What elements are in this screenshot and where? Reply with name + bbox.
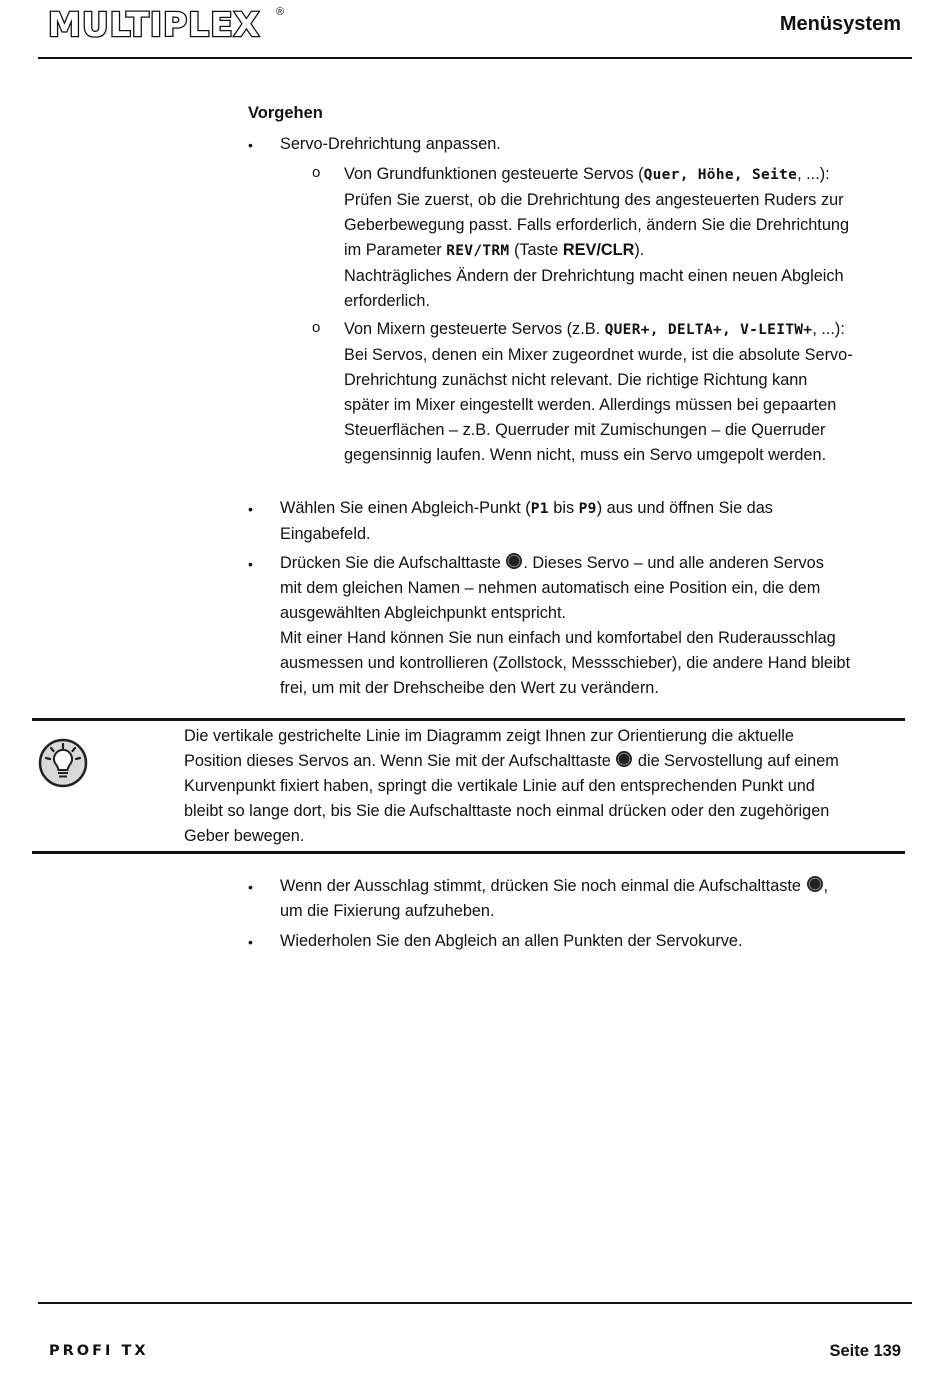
tip-line-5: Geber bewegen.	[184, 827, 305, 845]
multiplex-logo: MULTIPLEX	[48, 5, 261, 44]
sub-item-1-line-2: Prüfen Sie zuerst, ob die Drehrichtung des angesteuerten Ruders zur	[344, 191, 844, 209]
bullet-marker: •	[248, 934, 253, 950]
tip-line-3: Kurvenpunkt fixiert haben, springt die vertikale Linie auf den entsprechenden Punkt und	[184, 777, 815, 795]
lcd-text: P1	[530, 501, 549, 517]
sub-item-1-line-3: Geberbewegung passt. Falls erforderlich, ändern Sie die Drehrichtung	[344, 216, 849, 234]
bullet-3-line-5: ausmessen und kontrollieren (Zollstock, Messschieber), die andere Hand bleibt	[280, 654, 851, 672]
sub-item-1-line-5: Nachträgliches Ändern der Drehrichtung macht einen neuen Abgleich	[344, 267, 844, 285]
lcd-text: QUER+, DELTA+, V-LEITW+	[604, 322, 813, 338]
sub-item-1	[344, 162, 849, 314]
header-rule	[38, 57, 912, 59]
push-button-icon	[807, 876, 823, 892]
bullet-4	[280, 874, 828, 924]
bullet-2	[280, 496, 773, 547]
bullet-3-line-1: Drücken Sie die Aufschalttaste . Dieses Servo – und alle anderen Servos	[280, 554, 824, 572]
bullet-2-line-1: Wählen Sie einen Abgleich-Punkt (P1 bis P9) aus und öffnen Sie das	[280, 499, 773, 517]
sub-item-2-line-2: Bei Servos, denen ein Mixer zugeordnet wurde, ist die absolute Servo-	[344, 346, 853, 364]
sub-bullet-marker: o	[312, 164, 321, 181]
bullet-3-line-4: Mit einer Hand können Sie nun einfach und komfortabel den Ruderausschlag	[280, 629, 836, 647]
footer-product-name: PROFI TX	[49, 1343, 149, 1359]
sub-item-1-line-1: Von Grundfunktionen gesteuerte Servos (Quer, Höhe, Seite, ...):	[344, 165, 830, 183]
tip-line-2: Position dieses Servos an. Wenn Sie mit der Aufschalttaste die Servostellung auf einem	[184, 752, 839, 770]
sub-item-2-line-4: später im Mixer eingestellt werden. Allerdings müssen bei gepaarten	[344, 396, 837, 414]
sub-item-2-line-1: Von Mixern gesteuerte Servos (z.B. QUER+, DELTA+, V-LEITW+, ...):	[344, 320, 845, 338]
bullet-3-line-2: mit dem gleichen Namen – nehmen automatisch eine Position ein, die dem	[280, 579, 821, 597]
footer-rule	[38, 1302, 912, 1304]
sub-item-2-line-5: Steuerflächen – z.B. Querruder mit Zumischungen – die Querruder	[344, 421, 826, 439]
lcd-text: Quer, Höhe, Seite	[643, 167, 798, 183]
bullet-3	[280, 551, 850, 701]
registered-mark: ®	[276, 6, 285, 18]
lightbulb-icon	[37, 737, 89, 789]
push-button-icon	[506, 553, 522, 569]
bullet-2-line-2: Eingabefeld.	[280, 525, 371, 543]
bullet-marker: •	[248, 137, 253, 153]
bullet-3-line-6: frei, um mit der Drehscheibe den Wert zu verändern.	[280, 679, 659, 697]
lcd-text: REV/TRM	[446, 243, 510, 259]
bullet-4-line-2: um die Fixierung aufzuheben.	[280, 902, 495, 920]
bullet-3-line-3: ausgewählten Abgleichpunkt entspricht.	[280, 604, 567, 622]
lcd-text: P9	[578, 501, 597, 517]
bullet-1-text: Servo-Drehrichtung anpassen.	[280, 135, 501, 153]
bullet-marker: •	[248, 501, 253, 517]
bullet-marker: •	[248, 556, 253, 572]
tip-line-4: bleibt so lange dort, bis Sie die Aufschalttaste noch einmal drücken oder den zugehörigen	[184, 802, 830, 820]
bullet-4-line-1: Wenn der Ausschlag stimmt, drücken Sie noch einmal die Aufschalttaste ,	[280, 877, 829, 895]
tip-text	[184, 724, 839, 849]
page-number: Seite 139	[829, 1342, 901, 1360]
sub-item-1-line-4: im Parameter REV/TRM (Taste REV/CLR).	[344, 241, 645, 259]
tip-line-1: Die vertikale gestrichelte Linie im Diagramm zeigt Ihnen zur Orientierung die aktuelle	[184, 727, 794, 745]
sub-item-2-line-6: gegensinnig laufen. Wenn nicht, muss ein Servo umgepolt werden.	[344, 446, 827, 464]
sub-item-2	[344, 317, 853, 468]
tip-top-rule	[32, 718, 905, 721]
key-label: REV/CLR	[562, 241, 635, 259]
bullet-marker: •	[248, 879, 253, 895]
sub-bullet-marker: o	[312, 319, 321, 336]
sub-item-2-line-3: Drehrichtung zunächst nicht relevant. Die richtige Richtung kann	[344, 371, 808, 389]
page-title: Menüsystem	[779, 13, 901, 35]
sub-item-1-line-6: erforderlich.	[344, 292, 430, 310]
push-button-icon	[616, 751, 632, 767]
tip-bottom-rule	[32, 851, 905, 854]
section-heading: Vorgehen	[248, 104, 323, 122]
bullet-5-text: Wiederholen Sie den Abgleich an allen Punkten der Servokurve.	[280, 932, 743, 950]
